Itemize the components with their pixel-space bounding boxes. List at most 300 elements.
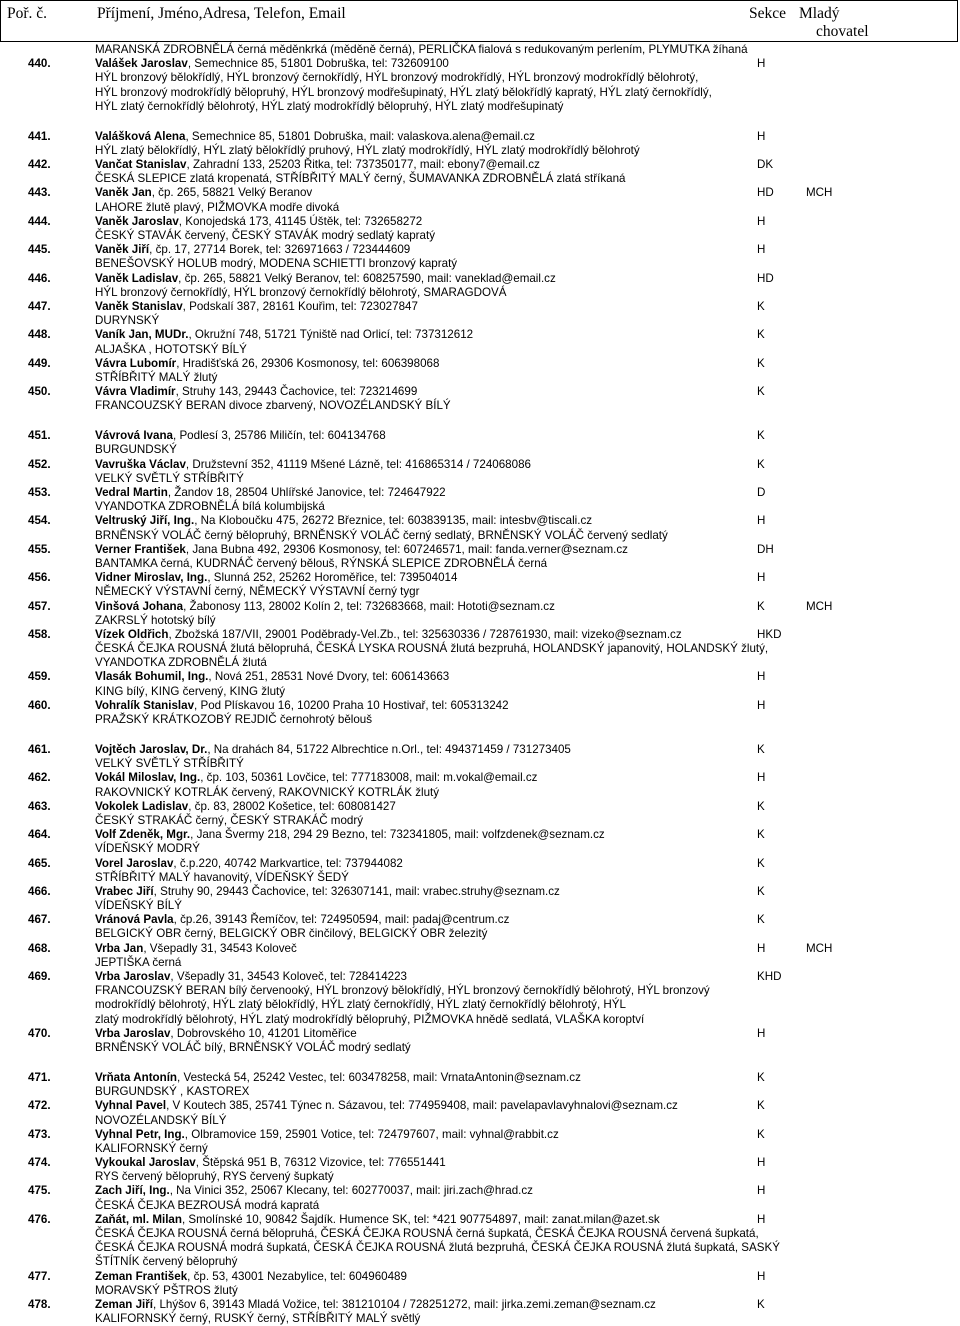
entry-details	[95, 458, 531, 472]
breeds-text: FRANCOUZSKÝ BERAN divoce zbarvený, NOVOZÉLANDSKÝ BÍLÝ	[95, 399, 451, 413]
breed-text	[95, 172, 626, 186]
breeder-entry	[0, 1298, 960, 1312]
breeder-entry	[0, 243, 960, 257]
breed-line	[0, 343, 960, 357]
column-header-young-breeder: Mladý	[799, 5, 840, 22]
breed-line	[0, 585, 960, 599]
breed-text	[95, 1227, 759, 1241]
breeder-name: Vavruška Václav	[95, 457, 186, 471]
breed-line	[0, 529, 960, 543]
entry-details	[95, 385, 417, 399]
breeds-text: VÍDEŇSKÝ MODRÝ	[95, 842, 201, 856]
contact-text: , Zbožská 187/VII, 29001 Poděbrady-Vel.Zb., tel: 325630336 / 728761930, mail: vizeko@seznam.cz	[168, 627, 682, 641]
entry-number: 456.	[28, 571, 51, 585]
breed-text	[95, 1170, 334, 1184]
breed-text	[95, 557, 547, 571]
contact-text: , č.p.220, 40742 Markvartice, tel: 737944082	[173, 856, 403, 870]
breed-line	[0, 500, 960, 514]
breed-text	[95, 343, 247, 357]
breeder-name: Vaník Jan, MUDr.	[95, 328, 189, 342]
entry-details	[95, 1213, 660, 1227]
breed-line	[0, 1199, 960, 1213]
contact-text: , Slunná 252, 25262 Horoměřice, tel: 739504014	[207, 571, 458, 585]
breeder-entry	[0, 1071, 960, 1085]
breed-text	[95, 1241, 780, 1255]
breeds-text: NĚMECKÝ VÝSTAVNÍ černý, NĚMECKÝ VÝSTAVNÍ černý tygr	[95, 585, 420, 599]
breed-line	[0, 1013, 960, 1027]
entry-details	[95, 514, 592, 528]
breed-line	[0, 1114, 960, 1128]
contact-text: , čp. 265, 58821 Velký Beranov, tel: 608257590, mail: vaneklad@email.cz	[178, 271, 556, 285]
contact-text: , Struhy 90, 29443 Čachovice, tel: 326307141, mail: vrabec.struhy@seznam.cz	[153, 884, 560, 898]
breeder-name: Volf Zdeněk, Mgr.	[95, 828, 191, 842]
breeds-text: JEPTIŠKA černá	[95, 955, 182, 969]
contact-text: , Lhýšov 6, 39143 Mladá Vožice, tel: 381210104 / 728251272, mail: jirka.zemi.zeman@seznam.cz	[153, 1297, 656, 1311]
contact-text: , Podskalí 387, 28161 Kouřim, tel: 723027847	[182, 299, 418, 313]
breeder-name: Vrba Jaroslav	[95, 970, 171, 984]
entry-details	[95, 942, 297, 956]
entry-details	[95, 1099, 678, 1113]
section-code: HD	[757, 271, 774, 285]
breeder-name: Vránová Pavla	[95, 913, 174, 927]
breeds-text: MARANSKÁ ZDROBNĚLÁ černá měděnkrká (měděně černá), PERLIČKA fialová s redukovaným perlením, PLYMUTKA žíhaná	[95, 43, 748, 56]
breed-text	[95, 201, 339, 215]
entry-number: 462.	[28, 771, 51, 785]
contact-text: , Konojedská 173, 41145 Úštěk, tel: 732658272	[178, 214, 423, 228]
breed-text	[95, 1085, 249, 1099]
entry-number: 464.	[28, 828, 51, 842]
spacer	[0, 1055, 960, 1071]
breeder-entry	[0, 1099, 960, 1113]
breeds-text: BURGUNDSKÝ , KASTOREX	[95, 1085, 250, 1099]
entry-details	[95, 186, 312, 200]
breeds-text: RYS červený bělopruhý, RYS červený šupkatý	[95, 1170, 334, 1184]
breeder-entry	[0, 429, 960, 443]
breeder-name: Vízek Oldřich	[95, 627, 169, 641]
breed-text	[95, 1284, 238, 1298]
young-breeder-flag: MCH	[806, 186, 833, 200]
section-code: K	[757, 1070, 765, 1084]
breed-text	[95, 786, 439, 800]
entry-details	[95, 1027, 357, 1041]
entry-number: 458.	[28, 627, 51, 641]
entry-details	[95, 158, 540, 172]
breeds-text: VELKÝ SVĚTLÝ STŘÍBŘITÝ	[95, 757, 244, 771]
breeds-text: HÝL bronzový bělokřídlý, HÝL bronzový černokřídlý, HÝL bronzový modrokřídlý, HÝL bronzový modrokřídlý bělohrotý,	[95, 71, 699, 85]
breeder-entry	[0, 1128, 960, 1142]
section-code: DH	[757, 542, 774, 556]
breed-line	[0, 1284, 960, 1298]
breeder-entry	[0, 913, 960, 927]
breeder-name: Vohralík Stanislav	[95, 698, 195, 712]
entry-number: 466.	[28, 884, 51, 898]
entry-number: 472.	[28, 1099, 51, 1113]
breeder-entry	[0, 186, 960, 200]
breeds-text: RAKOVNICKÝ KOTRLÁK červený, RAKOVNICKÝ KOTRLÁK žlutý	[95, 785, 440, 799]
breeds-text: ČESKÁ ČEJKA ROUSNÁ černá bělopruhá, ČESKÁ ČEJKA ROUSNÁ černá šupkatá, ČESKÁ ČEJKA ROUSNÁ červená šupkatá,	[95, 1227, 759, 1240]
section-code: H	[757, 571, 766, 585]
breeder-entry	[0, 215, 960, 229]
contact-text: , čp. 53, 43001 Nezabylice, tel: 604960489	[187, 1269, 407, 1283]
breeder-entry	[0, 158, 960, 172]
contact-text: , Struhy 143, 29443 Čachovice, tel: 723214699	[175, 385, 418, 399]
breeder-name: Vokolek Ladislav	[95, 799, 189, 813]
breeder-name: Vávra Vladimír	[95, 385, 176, 399]
breed-text	[95, 685, 285, 699]
entry-number: 443.	[28, 186, 51, 200]
breed-text	[95, 585, 419, 599]
breeder-entry	[0, 1270, 960, 1284]
breeder-name: Zeman František	[95, 1269, 188, 1283]
contact-text: , Smolínské 10, 90842 Šajdík. Humence SK, tel: *421 907754897, mail: zanat.milan@azet.sk	[181, 1212, 660, 1226]
section-code: H	[757, 670, 766, 684]
breeds-text: MORAVSKÝ PŠTROS žlutý	[95, 1283, 238, 1297]
breed-text	[95, 656, 267, 670]
breeds-text: ČESKÝ STAVÁK červený, ČESKÝ STAVÁK modrý sedlatý kapratý	[95, 229, 435, 243]
breeder-name: Vrňata Antonín	[95, 1070, 178, 1084]
breeds-text: STŘÍBŘITÝ MALÝ havanovitý, VÍDEŇSKÝ ŠEDÝ	[95, 870, 349, 884]
breed-line	[0, 1255, 960, 1269]
breeds-text: BRNĚNSKÝ VOLÁČ bílý, BRNĚNSKÝ VOLÁČ modrý sedlatý	[95, 1040, 411, 1054]
breed-text	[95, 642, 768, 656]
entry-number: 448.	[28, 328, 51, 342]
contact-text: , Štěpská 951 B, 76312 Vizovice, tel: 776551441	[195, 1156, 446, 1170]
section-code: D	[757, 486, 766, 500]
contact-text: , čp.26, 39143 Řemíčov, tel: 724950594, mail: padaj@centrum.cz	[173, 913, 510, 927]
entry-details	[95, 743, 571, 757]
entry-number: 441.	[28, 129, 51, 143]
breed-line	[0, 1085, 960, 1099]
section-code: HD	[757, 186, 774, 200]
section-code: K	[757, 743, 765, 757]
section-code: H	[757, 1026, 766, 1040]
breeds-text: STŘÍBŘITÝ MALÝ žlutý	[95, 370, 218, 384]
entry-number: 440.	[28, 57, 51, 71]
entry-number: 445.	[28, 243, 51, 257]
entry-number: 467.	[28, 913, 51, 927]
breed-text	[95, 984, 710, 998]
spacer	[0, 114, 960, 130]
breeder-name: Vrabec Jiří	[95, 884, 154, 898]
breed-line	[0, 956, 960, 970]
breed-text	[95, 86, 712, 100]
entry-details	[95, 215, 422, 229]
section-code: H	[757, 214, 766, 228]
contact-text: , Na Vinici 352, 25067 Klecany, tel: 602770037, mail: jiri.zach@hrad.cz	[169, 1184, 533, 1198]
contact-text: , Semechnice 85, 51801 Dobruška, mail: valaskova.alena@email.cz	[185, 129, 535, 143]
breeder-entry	[0, 1027, 960, 1041]
breed-line	[0, 614, 960, 628]
entry-details	[95, 970, 407, 984]
breed-line	[0, 86, 960, 100]
entry-number: 469.	[28, 970, 51, 984]
section-code: K	[757, 299, 765, 313]
breeds-text: BURGUNDSKÝ	[95, 443, 177, 457]
breeder-name: Vinšová Johana	[95, 599, 184, 613]
breed-line	[0, 786, 960, 800]
entry-details	[95, 857, 403, 871]
section-code: H	[757, 941, 766, 955]
breeder-entry	[0, 357, 960, 371]
breeds-text: VELKÝ SVĚTLÝ STŘÍBŘITÝ	[95, 471, 244, 485]
breeder-entry	[0, 300, 960, 314]
section-code: H	[757, 514, 766, 528]
breeds-text: ČESKÁ SLEPICE zlatá kropenatá, STŘÍBŘITÝ MALÝ černý, ŠUMAVANKA ZDROBNĚLÁ zlatá stříkaná	[95, 172, 626, 186]
breeder-name: Zaňát, ml. Milan	[95, 1212, 182, 1226]
breeder-entry	[0, 385, 960, 399]
breed-line	[0, 557, 960, 571]
section-code: H	[757, 771, 766, 785]
breeder-entry	[0, 1184, 960, 1198]
breeds-text: ČESKÝ STRAKÁČ černý, ČESKÝ STRAKÁČ modrý	[95, 813, 364, 827]
contact-text: , Okružní 748, 51721 Týniště nad Orlicí, tel: 737312612	[188, 328, 474, 342]
breed-text	[95, 314, 159, 328]
section-code: H	[757, 1212, 766, 1226]
young-breeder-flag: MCH	[806, 941, 833, 955]
section-code: H	[757, 1269, 766, 1283]
breeder-name: Vaněk Ladislav	[95, 271, 179, 285]
entry-details	[95, 300, 418, 314]
spacer	[0, 727, 960, 743]
contact-text: , Nová 251, 28531 Nové Dvory, tel: 606143663	[208, 670, 450, 684]
breed-line	[0, 899, 960, 913]
contact-text: , Dobrovského 10, 41201 Litoměřice	[170, 1026, 357, 1040]
breed-text	[95, 757, 244, 771]
entry-details	[95, 600, 555, 614]
entry-number: 460.	[28, 698, 51, 712]
breeder-name: Zeman Jiří	[95, 1297, 153, 1311]
entry-details	[95, 57, 449, 71]
breed-line	[0, 229, 960, 243]
entry-details	[95, 1184, 533, 1198]
entry-number: 455.	[28, 542, 51, 556]
section-code: K	[757, 1297, 765, 1311]
breed-line	[0, 314, 960, 328]
breeder-entry	[0, 543, 960, 557]
contact-text: , Zahradní 133, 25203 Řitka, tel: 737350177, mail: ebony7@email.cz	[186, 158, 540, 172]
entry-details	[95, 429, 386, 443]
contact-text: , Družstevní 352, 41119 Mšené Lázně, tel: 416865314 / 724068086	[185, 457, 531, 471]
column-header-number: Poř. č.	[7, 5, 48, 22]
breeds-text: modrokřídlý bělohrotý, HÝL zlatý bělokřídlý, HÝL zlatý černokřídlý, HÝL zlatý černokřídlý bělohrotý, HÝL	[95, 998, 626, 1012]
entry-details	[95, 670, 449, 684]
breed-text	[95, 43, 748, 57]
contact-text: , Pod Plískavou 16, 10200 Praha 10 Hostivař, tel: 605313242	[194, 698, 509, 712]
contact-text: , čp. 83, 28002 Košetice, tel: 608081427	[188, 799, 396, 813]
breed-text	[95, 1312, 420, 1326]
breed-line	[0, 43, 960, 57]
section-code: K	[757, 385, 765, 399]
breeds-text: ČESKÁ ČEJKA ROUSNÁ žlutá bělopruhá, ČESKÁ LYSKA ROUSNÁ žlutá bezpruhá, HOLANDSKÝ japanovitý, HOLANDSKÝ žlutý,	[95, 642, 769, 656]
entry-details	[95, 1128, 559, 1142]
contact-text: , Žandov 18, 28504 Uhlířské Janovice, tel: 724647922	[167, 486, 446, 500]
entry-details	[95, 800, 396, 814]
entry-details	[95, 272, 556, 286]
entry-number: 449.	[28, 356, 51, 370]
section-code: K	[757, 429, 765, 443]
entry-number: 470.	[28, 1026, 51, 1040]
entry-number: 476.	[28, 1212, 51, 1226]
breeder-entry	[0, 942, 960, 956]
entry-number: 463.	[28, 799, 51, 813]
breeder-name: Vančat Stanislav	[95, 158, 187, 172]
contact-text: , čp. 103, 50361 Lovčice, tel: 777183008, mail: m.vokal@email.cz	[200, 771, 538, 785]
breeder-entry	[0, 800, 960, 814]
entry-details	[95, 1071, 581, 1085]
contact-text: , čp. 265, 58821 Velký Beranov	[151, 186, 313, 200]
breeder-entry	[0, 970, 960, 984]
breed-line	[0, 656, 960, 670]
breeder-entry	[0, 571, 960, 585]
breed-line	[0, 1312, 960, 1326]
entry-number: 450.	[28, 385, 51, 399]
breed-text	[95, 871, 349, 885]
entry-number: 477.	[28, 1269, 51, 1283]
contact-text: , Na drahách 84, 51722 Albrechtice n.Orl., tel: 494371459 / 731273405	[207, 743, 571, 757]
section-code: K	[757, 457, 765, 471]
entry-number: 446.	[28, 271, 51, 285]
breed-text	[95, 1199, 319, 1213]
section-code: H	[757, 1156, 766, 1170]
breeds-text: BENEŠOVSKÝ HOLUB modrý, MODENA SCHIETTI bronzový kapratý	[95, 257, 458, 271]
entry-number: 474.	[28, 1156, 51, 1170]
breed-line	[0, 1170, 960, 1184]
breeder-entry	[0, 628, 960, 642]
breeder-name: Vlasák Bohumil, Ing.	[95, 670, 209, 684]
breed-text	[95, 956, 181, 970]
breed-line	[0, 927, 960, 941]
breeds-text: HÝL bronzový modrokřídlý bělopruhý, HÝL bronzový modřešupinatý, HÝL zlatý bělokřídlý kapratý, HÝL zlatý černokřídlý,	[95, 85, 712, 99]
breeds-text: HÝL zlatý černokřídlý bělohrotý, HÝL zlatý modrokřídlý bělopruhý, HÝL zlatý modřešupinatý	[95, 99, 564, 113]
breeder-name: Vykoukal Jaroslav	[95, 1156, 196, 1170]
breeder-name: Vedral Martin	[95, 486, 168, 500]
breeds-text: VYANDOTKA ZDROBNĚLÁ žlutá	[95, 656, 267, 670]
entry-number: 465.	[28, 856, 51, 870]
breeds-text: ČESKÁ ČEJKA BEZROUSÁ modrá kapratá	[95, 1198, 320, 1212]
breed-text	[95, 713, 372, 727]
section-code: H	[757, 129, 766, 143]
breed-line	[0, 842, 960, 856]
section-code: DK	[757, 158, 774, 172]
breed-line	[0, 399, 960, 413]
section-code: K	[757, 828, 765, 842]
section-code: K	[757, 856, 765, 870]
breed-line	[0, 1142, 960, 1156]
breeds-text: zlatý modrokřídlý bělohrotý, HÝL zlatý modrokřídlý bělopruhý, PIŽMOVKA hnědě sedlatá, VLAŠKA koroptví	[95, 1012, 645, 1026]
breeds-text: ALJAŠKA , HOTOTSKÝ BÍLÝ	[95, 342, 247, 356]
breed-line	[0, 871, 960, 885]
entry-details	[95, 357, 439, 371]
breeds-text: BRNĚNSKÝ VOLÁČ černý bělopruhý, BRNĚNSKÝ VOLÁČ černý sedlatý, BRNĚNSKÝ VOLÁČ červený sedlatý	[95, 528, 668, 542]
contact-text: , Na Kloboučku 475, 26272 Březnice, tel: 603839135, mail: intesbv@tiscali.cz	[194, 514, 593, 528]
breed-text	[95, 1255, 237, 1269]
breeder-entry	[0, 743, 960, 757]
breeder-name: Veltruský Jiří, Ing.	[95, 514, 195, 528]
breeds-text: NOVOZÉLANDSKÝ BÍLÝ	[95, 1113, 227, 1127]
breed-text	[95, 257, 457, 271]
entry-details	[95, 571, 457, 585]
breeds-text: KALIFORNSKÝ černý, RUSKÝ černý, STŘÍBŘITÝ MALÝ světlý	[95, 1312, 421, 1326]
breeder-entry	[0, 699, 960, 713]
entry-details	[95, 913, 509, 927]
entry-number: 459.	[28, 670, 51, 684]
contact-text: , Olbramovice 159, 25901 Votice, tel: 724797607, mail: vyhnal@rabbit.cz	[184, 1127, 559, 1141]
breeds-text: FRANCOUZSKÝ BERAN bílý červenooký, HÝL bronzový bělokřídlý, HÝL bronzový černokřídlý bělohrotý, HÝL bronzový	[95, 984, 710, 998]
breeder-name: Vaněk Jiří	[95, 243, 150, 257]
breeder-list	[0, 43, 960, 1326]
entry-number: 471.	[28, 1070, 51, 1084]
breed-line	[0, 984, 960, 998]
breeder-name: Vávrová Ivana	[95, 429, 173, 443]
breeder-name: Vorel Jaroslav	[95, 856, 174, 870]
entry-details	[95, 328, 473, 342]
breed-line	[0, 100, 960, 114]
breeds-text: VÍDEŇSKÝ BÍLÝ	[95, 899, 182, 913]
breed-text	[95, 144, 640, 158]
breed-line	[0, 371, 960, 385]
breed-line	[0, 998, 960, 1012]
breed-line	[0, 642, 960, 656]
breed-line	[0, 201, 960, 215]
breeder-entry	[0, 828, 960, 842]
section-code: K	[757, 328, 765, 342]
breeder-name: Verner František	[95, 542, 186, 556]
contact-text: , Žabonosy 113, 28002 Kolín 2, tel: 732683668, mail: Hototi@seznam.cz	[183, 599, 555, 613]
breeder-name: Vokál Miloslav, Ing.	[95, 771, 201, 785]
breed-line	[0, 1241, 960, 1255]
breeder-entry	[0, 1156, 960, 1170]
entry-details	[95, 828, 605, 842]
contact-text: , Všepadly 31, 34543 Koloveč, tel: 728414223	[170, 970, 407, 984]
section-code: H	[757, 243, 766, 257]
breed-text	[95, 399, 451, 413]
section-code: K	[757, 1127, 765, 1141]
breeds-text: DURYNSKÝ	[95, 314, 160, 328]
breed-text	[95, 500, 325, 514]
breeds-text: HÝL zlatý bělokřídlý, HÝL zlatý bělokřídlý pruhový, HÝL zlatý modrokřídlý, HÝL zlatý modrokřídlý bělohrotý	[95, 143, 640, 157]
section-code: K	[757, 356, 765, 370]
breeds-text: ZAKRSLÝ hototský bílý	[95, 613, 216, 627]
entry-number: 453.	[28, 486, 51, 500]
breed-line	[0, 71, 960, 85]
breeder-entry	[0, 57, 960, 71]
entry-details	[95, 1270, 407, 1284]
breed-text	[95, 814, 363, 828]
breed-line	[0, 1227, 960, 1241]
breeder-entry	[0, 771, 960, 785]
breed-text	[95, 842, 200, 856]
breed-line	[0, 685, 960, 699]
breed-text	[95, 927, 487, 941]
breeder-entry	[0, 130, 960, 144]
column-header-section: Sekce	[749, 5, 787, 22]
breed-text	[95, 100, 563, 114]
section-code: H	[757, 698, 766, 712]
contact-text: , Semechnice 85, 51801 Dobruška, tel: 732609100	[187, 57, 449, 71]
contact-text: , Všepadly 31, 34543 Koloveč	[143, 941, 297, 955]
breed-text	[95, 529, 668, 543]
breed-line	[0, 286, 960, 300]
breed-line	[0, 257, 960, 271]
entry-number: 442.	[28, 158, 51, 172]
entry-details	[95, 885, 560, 899]
young-breeder-flag: MCH	[806, 599, 833, 613]
breeder-name: Vidner Miroslav, Ing.	[95, 571, 208, 585]
entry-number: 461.	[28, 743, 51, 757]
entry-details	[95, 243, 410, 257]
breed-text	[95, 1041, 411, 1055]
breed-text	[95, 899, 182, 913]
